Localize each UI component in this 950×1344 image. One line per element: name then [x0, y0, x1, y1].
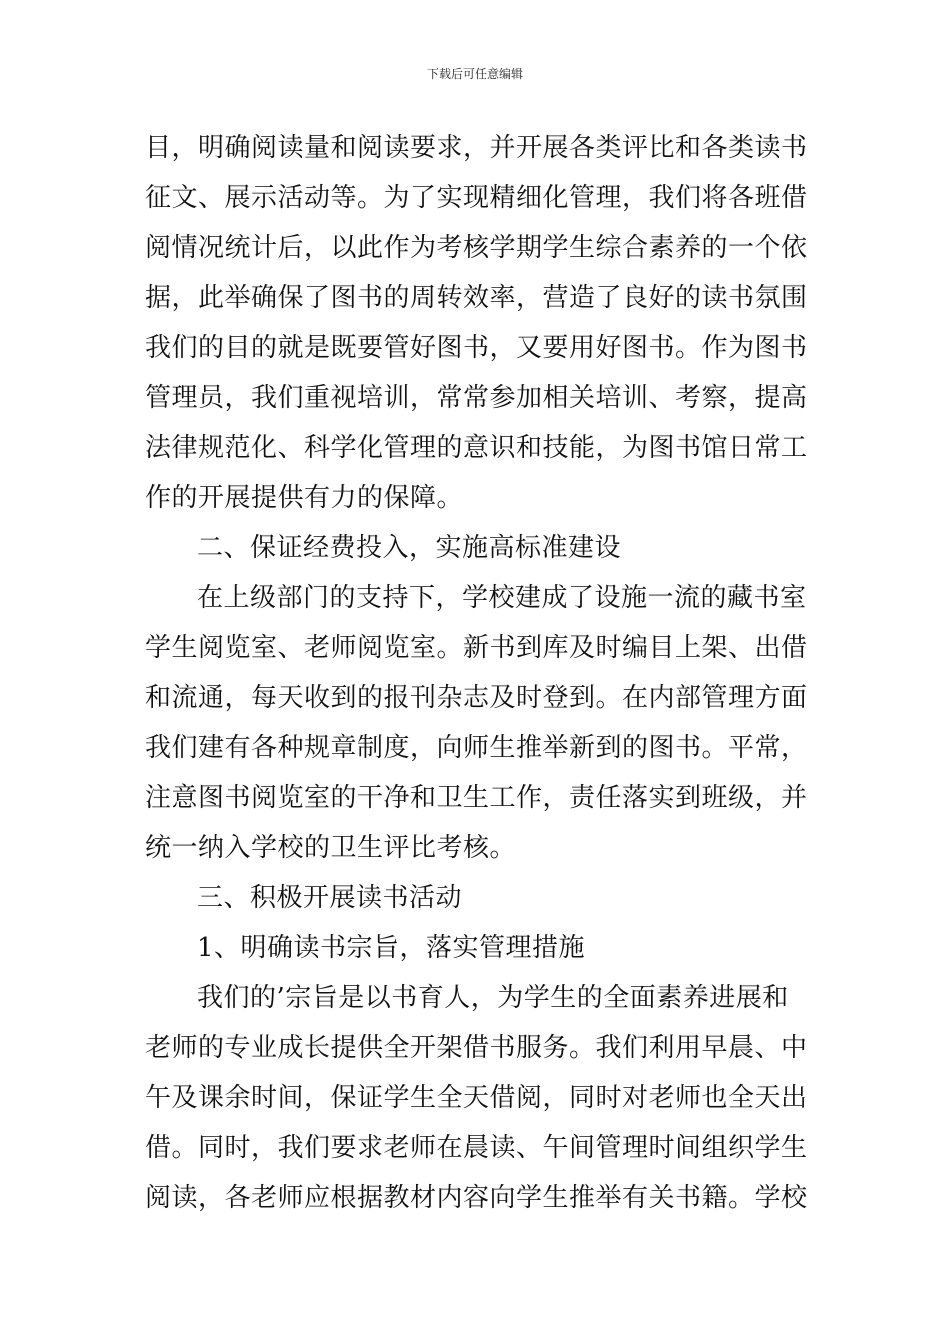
text-line: 作的开展提供有力的保障。	[145, 483, 464, 513]
page-header: 下载后可任意编辑	[426, 67, 523, 81]
paragraph-start-line: 在上级部门的支持下，学校建成了设施一流的藏书室	[197, 583, 807, 613]
text-line: 管理员，我们重视培训，常常参加相关培训、考察，提高	[145, 383, 808, 413]
paragraph-start-line: 1、明确读书宗旨，落实管理措施	[197, 933, 586, 963]
text-line: 法律规范化、科学化管理的意识和技能，为图书馆日常工	[145, 433, 808, 463]
text-line: 学生阅览室、老师阅览室。新书到库及时编目上架、出借	[145, 633, 808, 663]
text-line: 借。同时，我们要求老师在晨读、午间管理时间组织学生	[145, 1133, 808, 1163]
document-body	[145, 123, 810, 1223]
text-line: 统一纳入学校的卫生评比考核。	[145, 833, 517, 863]
paragraph-start-line: 二、保证经费投入，实施高标准建设	[197, 533, 622, 563]
text-line: 注意图书阅览室的干净和卫生工作，责任落实到班级，并	[145, 783, 808, 813]
text-line: 目，明确阅读量和阅读要求，并开展各类评比和各类读书	[145, 133, 808, 163]
paragraph-start-line: 我们的’宗旨是以书育人，为学生的全面素养进展和	[197, 983, 789, 1013]
text-line: 据，此举确保了图书的周转效率，营造了良好的读书氛围	[145, 283, 808, 313]
text-line: 阅情况统计后，以此作为考核学期学生综合素养的一个依	[145, 233, 808, 263]
text-line: 午及课余时间，保证学生全天借阅，同时对老师也全天出	[145, 1083, 808, 1113]
text-line: 征文、展示活动等。为了实现精细化管理，我们将各班借	[145, 183, 808, 213]
text-line: 我们的目的就是既要管好图书，又要用好图书。作为图书	[145, 333, 808, 363]
paragraph-start-line: 三、积极开展读书活动	[197, 883, 463, 913]
text-line: 和流通，每天收到的报刊杂志及时登到。在内部管理方面	[145, 683, 808, 713]
text-line: 老师的专业成长提供全开架借书服务。我们利用早晨、中	[145, 1033, 808, 1063]
text-line: 我们建有各种规章制度，向师生推举新到的图书。平常，	[145, 733, 808, 763]
text-line: 阅读，各老师应根据教材内容向学生推举有关书籍。学校	[145, 1183, 808, 1213]
